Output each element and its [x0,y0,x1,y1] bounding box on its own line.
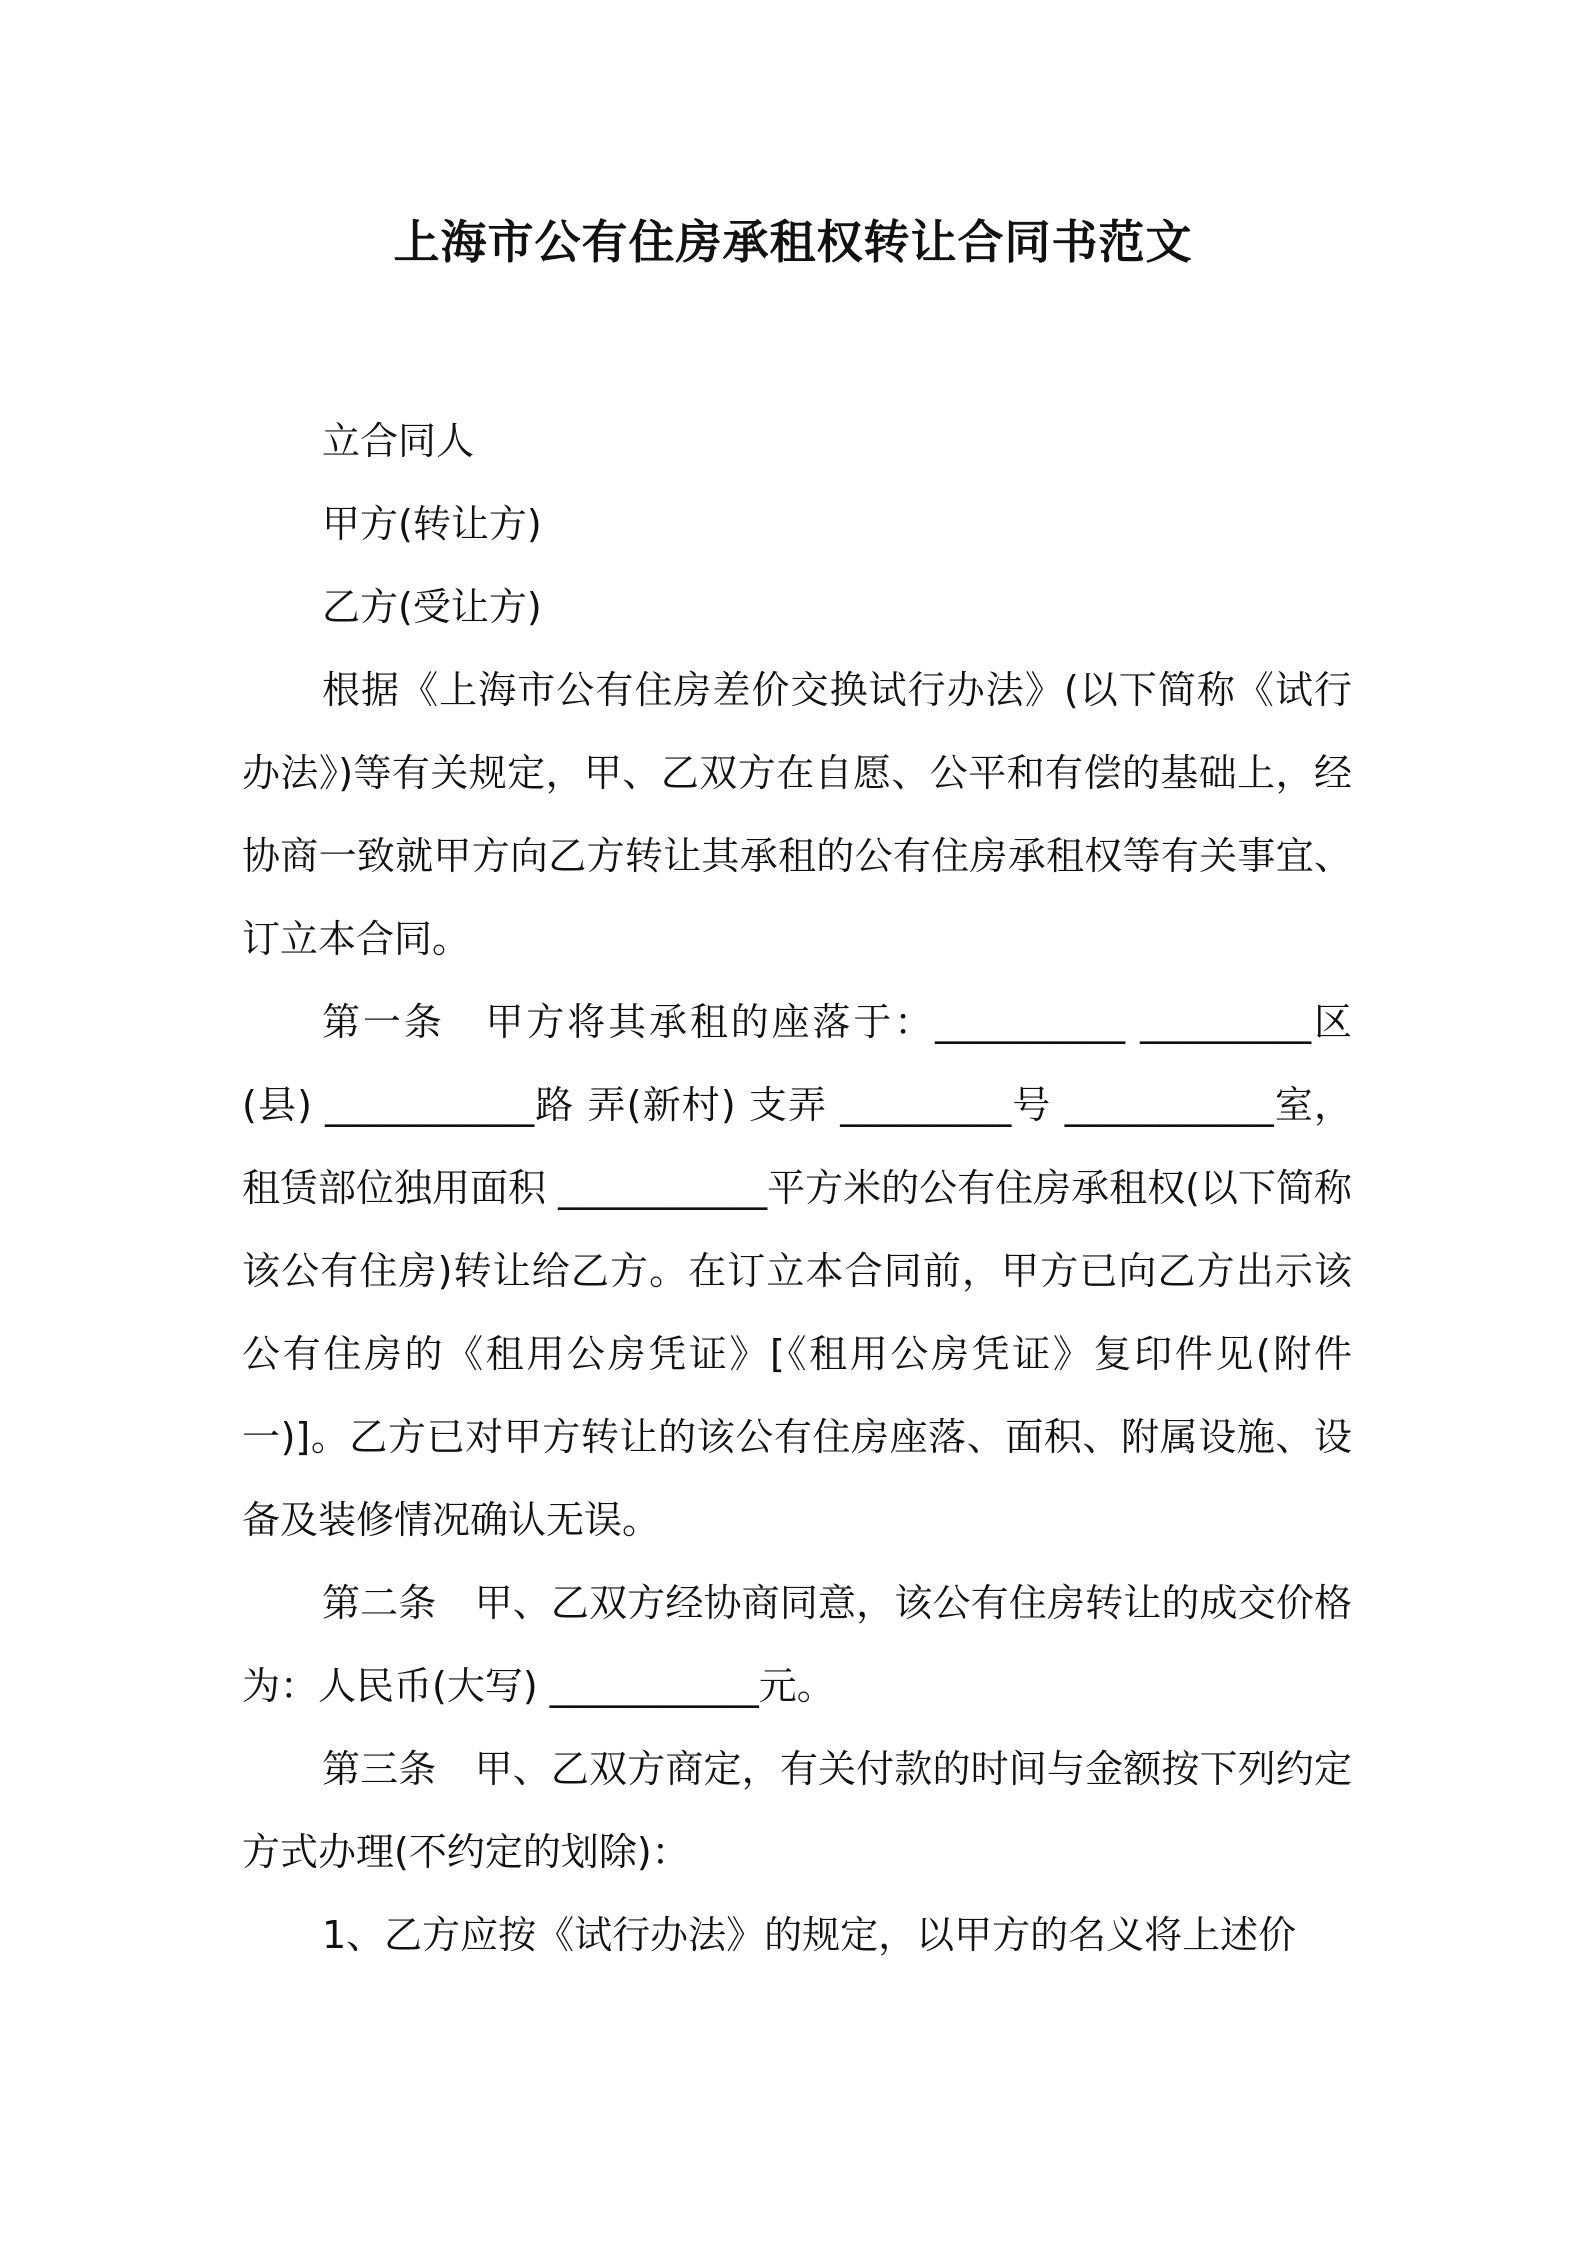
document-body [242,400,1352,1977]
paragraph-article-3-item-1: 1、乙方应按《试行办法》的规定，以甲方的名义将上述价 [322,1913,1297,1957]
paragraph-preamble: 根据《上海市公有住房差价交换试行办法》(以下简称《试行办法》)等有关规定，甲、乙双方在自愿、公平和有偿的基础上，经协商一致就甲方向乙方转让其承租的公有住房承租权等有关事宜、订立本合同。 [242,668,1352,961]
paragraph-party-b: 乙方(受让方) [322,585,542,629]
paragraph-article-2: 第二条 甲、乙双方经协商同意，该公有住房转让的成交价格为：人民币(大写) ___________元。 [242,1581,1352,1708]
document-title: 上海市公有住房承租权转让合同书范文 [393,215,1193,269]
paragraph-article-3: 第三条 甲、乙双方商定，有关付款的时间与金额按下列约定方式办理(不约定的划除)： [242,1747,1352,1874]
paragraph-parties-heading: 立合同人 [322,419,475,463]
paragraph-article-1: 第一条 甲方将其承租的座落于：__________ _________区(县) ___________路 弄(新村) 支弄 _________号 ___________室，租赁部位独用面积 ___________平方米的公有住房承租权(以下简称该公有住房)转让给乙方。在订立本合同前，甲方已向乙方出示该公有住房的《租用公房凭证》[《租用公房凭证》复印件见(附件一)]。乙方已对甲方转让的该公有住房座落、面积、附属设施、设备及装修情况确认无误。 [242,1000,1352,1542]
paragraph-party-a: 甲方(转让方) [322,502,542,546]
